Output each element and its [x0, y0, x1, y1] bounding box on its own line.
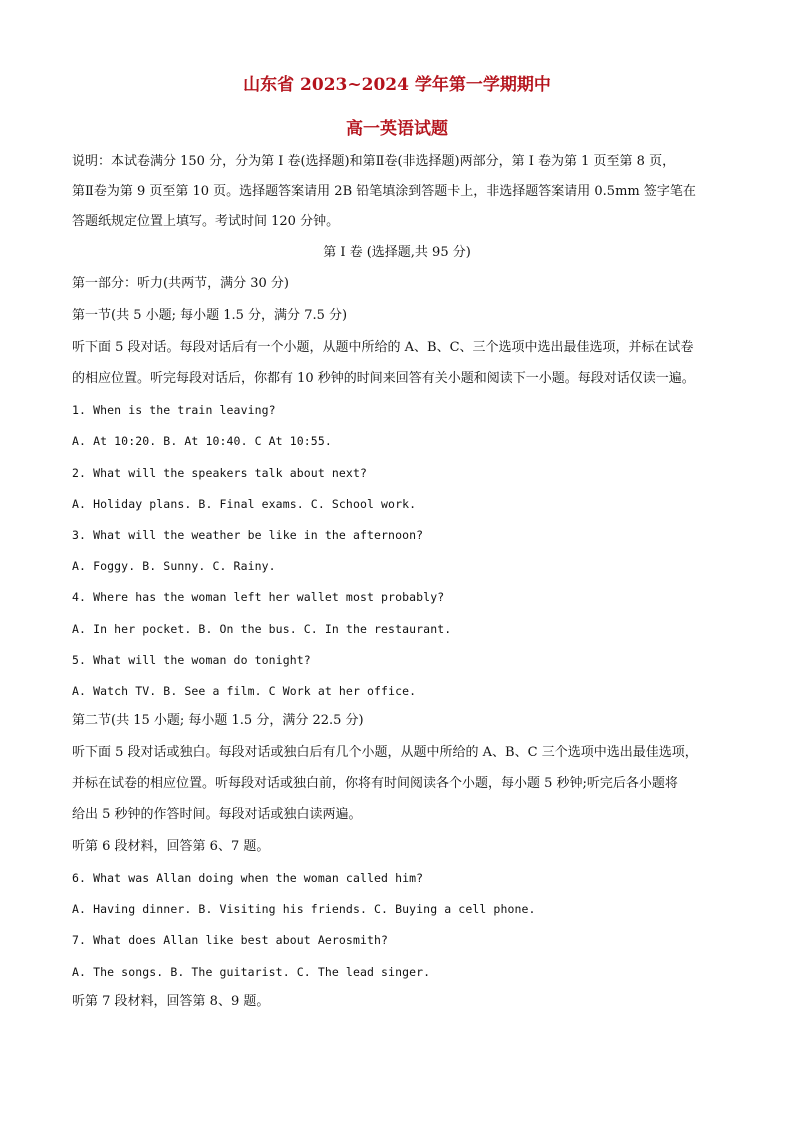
- question-2: 2. What will the speakers talk about next?: [72, 466, 367, 480]
- section1-directions-line-2: 的相应位置。听完每段对话后，你都有 10 秒钟的时间来回答有关小题和阅读下一小题。每段对话仅读一遍。: [72, 371, 695, 386]
- exam-title: 山东省 2023~2024 学年第一学期期中: [243, 75, 551, 95]
- question-4-options: A. In her pocket. B. On the bus. C. In the restaurant.: [72, 622, 452, 636]
- section1-heading: 第一节(共 5 小题; 每小题 1.5 分，满分 7.5 分): [72, 308, 348, 323]
- question-7: 7. What does Allan like best about Aerosmith?: [72, 933, 389, 947]
- question-2-options: A. Holiday plans. B. Final exams. C. School work.: [72, 497, 417, 511]
- question-4: 4. Where has the woman left her wallet most probably?: [72, 590, 445, 604]
- question-3-options: A. Foggy. B. Sunny. C. Rainy.: [72, 559, 276, 573]
- question-1: 1. When is the train leaving?: [72, 403, 276, 417]
- question-6-options: A. Having dinner. B. Visiting his friends. C. Buying a cell phone.: [72, 902, 536, 916]
- instructions-line-1: 说明：本试卷满分 150 分，分为第 I 卷(选择题)和第Ⅱ卷(非选择题)两部分，第 I 卷为第 1 页至第 8 页，: [72, 154, 676, 169]
- instructions-line-2: 第Ⅱ卷为第 9 页至第 10 页。选择题答案请用 2B 铅笔填涂到答题卡上，非选择题答案请用 0.5mm 签字笔在: [72, 184, 696, 199]
- question-7-options: A. The songs. B. The guitarist. C. The lead singer.: [72, 965, 431, 979]
- section2-directions-line-3: 给出 5 秒钟的作答时间。每段对话或独白读两遍。: [72, 807, 362, 822]
- section1-directions-line-1: 听下面 5 段对话。每段对话后有一个小题，从题中所给的 A、B、C、三个选项中选出最佳选项，并标在试卷: [72, 340, 694, 355]
- question-6: 6. What was Allan doing when the woman called him?: [72, 871, 424, 885]
- section2-heading: 第二节(共 15 小题; 每小题 1.5 分，满分 22.5 分): [72, 713, 364, 728]
- question-3: 3. What will the weather be like in the afternoon?: [72, 528, 424, 542]
- exam-subtitle: 高一英语试题: [346, 119, 448, 139]
- part1-heading: 第一部分：听力(共两节，满分 30 分): [72, 276, 289, 291]
- question-5-options: A. Watch TV. B. See a film. C Work at her office.: [72, 684, 417, 698]
- question-1-options: A. At 10:20. B. At 10:40. C At 10:55.: [72, 434, 332, 448]
- question-5: 5. What will the woman do tonight?: [72, 653, 311, 667]
- material-6-note: 听第 6 段材料，回答第 6、7 题。: [72, 839, 270, 854]
- section2-directions-line-2: 并标在试卷的相应位置。听每段对话或独白前，你将有时间阅读各个小题，每小题 5 秒钟;听完后各小题将: [72, 776, 678, 791]
- volume-title: 第 I 卷 (选择题,共 95 分): [323, 245, 471, 260]
- instructions-line-3: 答题纸规定位置上填写。考试时间 120 分钟。: [72, 214, 340, 229]
- material-7-note: 听第 7 段材料，回答第 8、9 题。: [72, 994, 270, 1009]
- section2-directions-line-1: 听下面 5 段对话或独白。每段对话或独白后有几个小题，从题中所给的 A、B、C 三个选项中选出最佳选项，: [72, 745, 698, 760]
